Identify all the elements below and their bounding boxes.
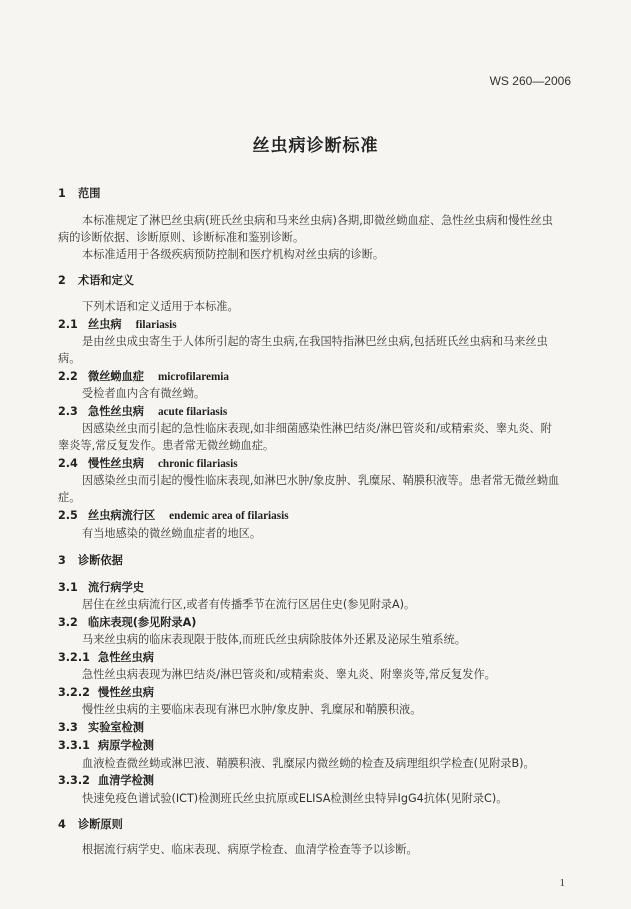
term-2-3-heading: 2.3 急性丝虫病 acute filariasis xyxy=(58,405,228,418)
section-2-heading: 2 术语和定义 xyxy=(58,274,134,287)
section-4-text: 根据流行病学史、临床表现、病原学检查、血清学检查等予以诊断。 xyxy=(82,843,418,856)
section-3-2-text: 马来丝虫病的临床表现限于肢体,而班氏丝虫病除肢体外还累及泌尿生殖系统。 xyxy=(82,633,466,646)
section-1-para-1: 本标准规定了淋巴丝虫病(班氏丝虫病和马来丝虫病)各期,即微丝蚴血症、急性丝虫病和慢性丝虫 xyxy=(82,214,553,227)
term-2-2-heading: 2.2 微丝蚴血症 microfilaremia xyxy=(58,370,229,383)
section-3-3-2-text: 快速免疫色谱试验(ICT)检测班氏丝虫抗原或ELISA检测丝虫特异IgG4抗体(见附录C)。 xyxy=(82,792,508,805)
section-2-intro: 下列术语和定义适用于本标准。 xyxy=(82,300,239,313)
section-1-para-1-cont: 病的诊断依据、诊断原则、诊断标准和鉴别诊断。 xyxy=(58,231,305,244)
section-3-heading: 3 诊断依据 xyxy=(58,554,123,567)
term-2-4-heading: 2.4 慢性丝虫病 chronic filariasis xyxy=(58,457,238,470)
term-2-5-heading: 2.5 丝虫病流行区 endemic area of filariasis xyxy=(58,509,289,522)
section-3-1-text: 居住在丝虫病流行区,或者有传播季节在流行区居住史(参见附录A)。 xyxy=(82,598,416,611)
section-3-3-1-text: 血液检查微丝蚴或淋巴液、鞘膜积液、乳糜尿内微丝蚴的检查及病理组织学检查(见附录B)。 xyxy=(82,757,535,770)
section-3-3-2-heading: 3.3.2 血清学检测 xyxy=(58,774,154,787)
section-3-2-2-text: 慢性丝虫病的主要临床表现有淋巴水肿/象皮肿、乳糜尿和鞘膜积液。 xyxy=(82,703,422,716)
standard-number: WS 260—2006 xyxy=(489,74,571,88)
section-3-1-heading: 3.1 流行病学史 xyxy=(58,581,144,594)
term-2-3-def: 因感染丝虫而引起的急性临床表现,如非细菌感染性淋巴结炎/淋巴管炎和/或精索炎、睾丸炎、附 xyxy=(82,422,552,435)
term-2-1-def-cont: 病。 xyxy=(58,352,81,365)
term-2-1-heading: 2.1 丝虫病 filariasis xyxy=(58,318,177,331)
section-3-2-1-heading: 3.2.1 急性丝虫病 xyxy=(58,651,154,664)
section-3-2-heading: 3.2 临床表现(参见附录A) xyxy=(58,616,197,629)
section-3-2-1-text: 急性丝虫病表现为淋巴结炎/淋巴管炎和/或精索炎、睾丸炎、附睾炎等,常反复发作。 xyxy=(82,668,496,681)
term-2-4-def: 因感染丝虫而引起的慢性临床表现,如淋巴水肿/象皮肿、乳糜尿、鞘膜积液等。患者常无微丝蚴血 xyxy=(82,474,560,487)
term-2-4-def-cont: 症。 xyxy=(58,491,81,504)
page-title: 丝虫病诊断标准 xyxy=(252,136,379,156)
section-3-3-heading: 3.3 实验室检测 xyxy=(58,721,144,734)
section-3-2-2-heading: 3.2.2 慢性丝虫病 xyxy=(58,686,154,699)
term-2-1-def: 是由丝虫成虫寄生于人体所引起的寄生虫病,在我国特指淋巴丝虫病,包括班氏丝虫病和马来丝虫 xyxy=(82,335,548,348)
term-2-3-def-cont: 睾炎等,常反复发作。患者常无微丝蚴血症。 xyxy=(58,439,275,452)
term-2-5-def: 有当地感染的微丝蚴血症者的地区。 xyxy=(82,527,262,540)
section-1-heading: 1 范围 xyxy=(58,187,101,200)
section-3-3-1-heading: 3.3.1 病原学检测 xyxy=(58,739,154,752)
section-1-para-2: 本标准适用于各级疾病预防控制和医疗机构对丝虫病的诊断。 xyxy=(82,248,385,261)
section-4-heading: 4 诊断原则 xyxy=(58,818,123,831)
page-number: 1 xyxy=(559,877,565,889)
term-2-2-def: 受检者血内含有微丝蚴。 xyxy=(82,387,206,400)
